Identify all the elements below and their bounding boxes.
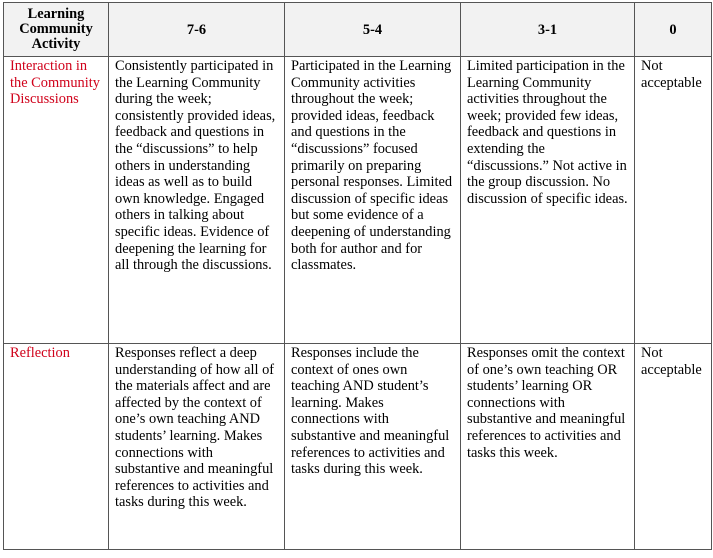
descriptor-cell-5-4: Participated in the Learning Community activities throughout the week; provided ideas, feedback and questions in the “discussions” focused primarily on preparing personal responses. Limited discussion of specific ideas but some evidence of a deepening of understanding both for author and for classmates.	[285, 57, 461, 344]
descriptor-cell-5-4: Responses include the context of ones own teaching AND student’s learning. Makes connections with substantive and meaningful references to activities and tasks during this week.	[285, 344, 461, 550]
descriptor-cell-7-6: Consistently participated in the Learning Community during the week; consistently provided ideas, feedback and questions in the “discussions” to help others in understanding ideas as well as to build own knowledge. Engaged others in talking about specific ideas. Evidence of deepening the learning for all through the discussions.	[109, 57, 285, 344]
descriptor-cell-3-1: Responses omit the context of one’s own teaching OR students’ learning OR connections with substantive and meaningful references to activities and tasks this week.	[461, 344, 635, 550]
header-score-3-1: 3-1	[461, 3, 635, 57]
descriptor-cell-0: Not acceptable	[635, 57, 712, 344]
criterion-cell: Reflection	[4, 344, 109, 550]
descriptor-cell-0: Not acceptable	[635, 344, 712, 550]
header-score-7-6: 7-6	[109, 3, 285, 57]
table-row	[4, 344, 712, 550]
header-score-0: 0	[635, 3, 712, 57]
header-score-5-4: 5-4	[285, 3, 461, 57]
descriptor-cell-7-6: Responses reflect a deep understanding of how all of the materials affect and are affected by the context of one’s own teaching AND students’ learning. Makes connections with substantive and meaningful references to activities and tasks during this week.	[109, 344, 285, 550]
table-row	[4, 57, 712, 344]
header-activity: Learning Community Activity	[4, 3, 109, 57]
criterion-cell: Interaction in the Community Discussions	[4, 57, 109, 344]
descriptor-cell-3-1: Limited participation in the Learning Community activities throughout the week; provided few ideas, feedback and questions in extending the “discussions.” Not active in the group discussion. No discussion of specific ideas.	[461, 57, 635, 344]
rubric-table	[3, 2, 712, 550]
header-row	[4, 3, 712, 57]
